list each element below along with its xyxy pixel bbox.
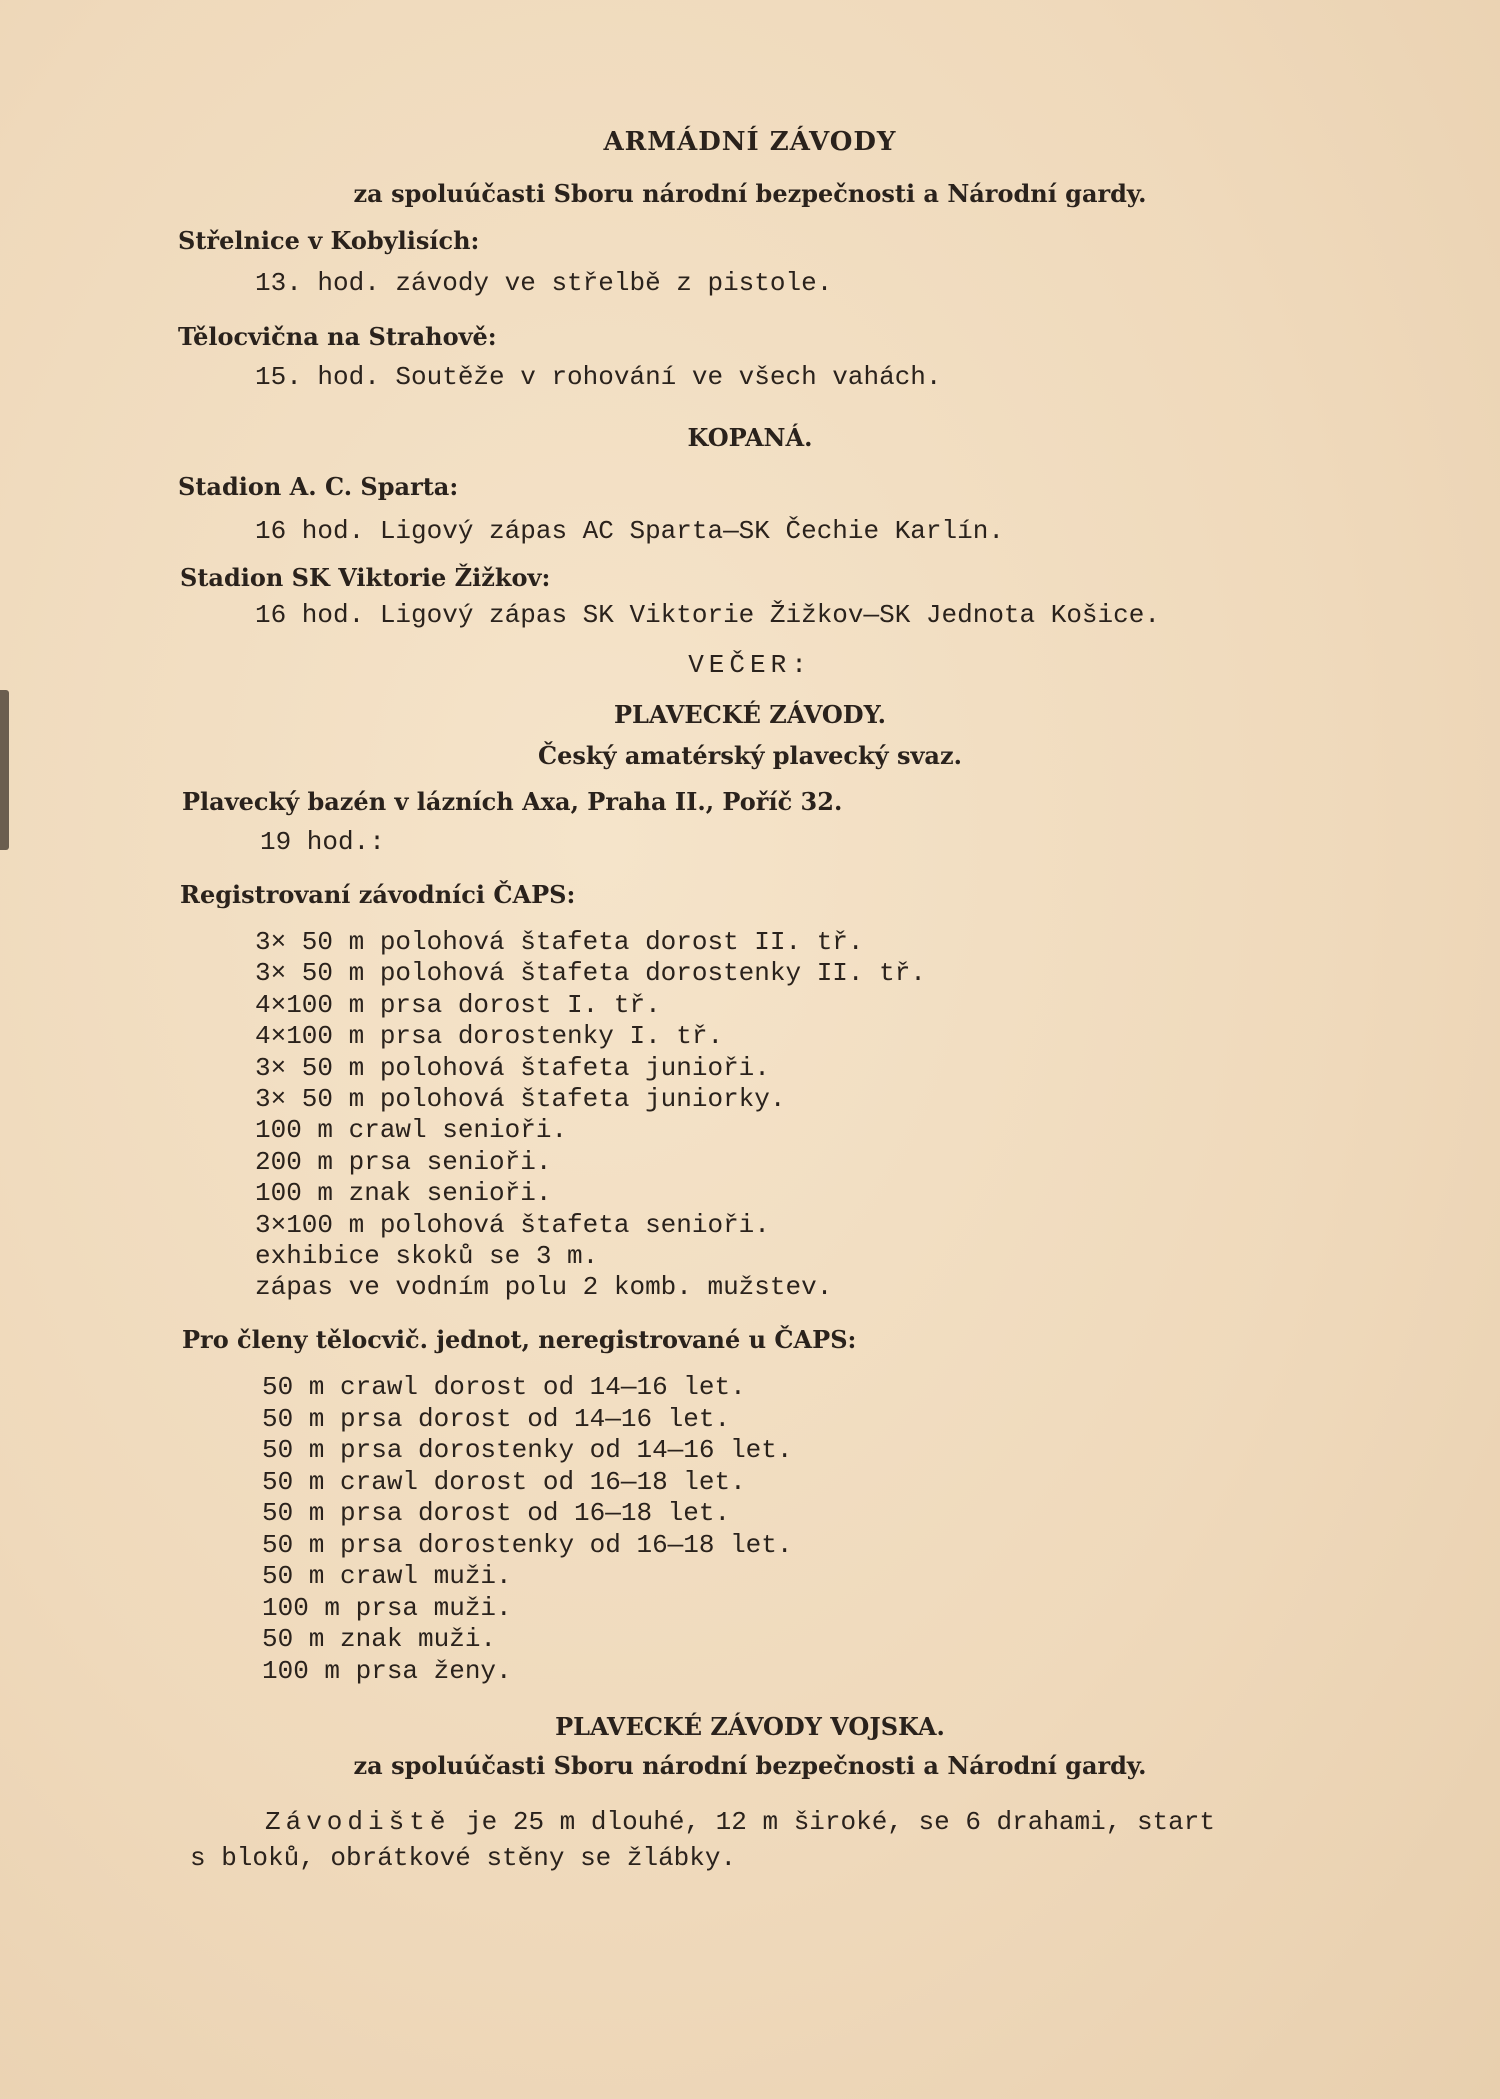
army-swim-title: PLAVECKÉ ZÁVODY VOJSKA. [555,1712,945,1741]
army-venue-shooting: Střelnice v Kobylisích: [178,226,480,255]
event-item: 50 m prsa dorost od 14—16 let. [262,1403,731,1434]
event-item: 50 m crawl dorost od 14—16 let. [262,1372,746,1402]
event-item: 50 m crawl dorost od 16—18 let. [262,1466,746,1497]
venue-label: Závodiště [265,1807,451,1837]
army-swim-subtitle: za spoluúčasti Sboru národní bezpečnosti a Národní gardy. [353,1751,1147,1780]
nonregistered-heading: Pro členy tělocvič. jednot, neregistrované u ČAPS: [182,1325,857,1354]
army-title: ARMÁDNÍ ZÁVODY [603,127,897,157]
army-event-boxing: 15. hod. Soutěže v rohování ve všech vahách. [255,362,942,392]
event-item: 50 m znak muži. [262,1624,497,1654]
football-title: KOPANÁ. [687,423,813,452]
event-item: 50 m crawl muži. [262,1561,512,1591]
football-match-sparta: 16 hod. Ligový zápas AC Sparta—SK Čechie Karlín. [255,516,1004,546]
event-item: 100 m znak senioři. [255,1178,552,1209]
evening-organizer: Český amatérský plavecký svaz. [538,741,962,770]
football-venue-viktorie: Stadion SK Viktorie Žižkov: [180,563,551,592]
evening-time: 19 hod.: [260,827,385,857]
football-match-viktorie: 16 hod. Ligový zápas SK Viktorie Žižkov—SK Jednota Košice. [255,600,1160,630]
registered-heading: Registrovaní závodníci ČAPS: [180,880,576,909]
army-event-shooting: 13. hod. závody ve střelbě z pistole. [255,268,833,298]
venue-desc-1: je 25 m dlouhé, 12 m široké, se 6 drahami, start [450,1807,1215,1837]
football-venue-sparta: Stadion A. C. Sparta: [178,472,459,501]
event-item: exhibice skoků se 3 m. [255,1241,599,1271]
event-item: zápas ve vodním polu 2 komb. mužstev. [255,1272,833,1303]
event-item: 4×100 m prsa dorost I. tř. [255,989,661,1020]
army-subtitle: za spoluúčasti Sboru národní bezpečnosti a Národní gardy. [353,179,1147,208]
event-item: 200 m prsa senioři. [255,1146,552,1177]
event-item: 3× 50 m polohová štafeta juniorky. [255,1084,786,1114]
event-item: 50 m prsa dorostenky od 16—18 let. [262,1529,793,1560]
event-item: 3× 50 m polohová štafeta dorostenky II. tř. [255,958,926,989]
event-item: 3× 50 m polohová štafeta dorost II. tř. [255,927,864,957]
event-item: 4×100 m prsa dorostenky I. tř. [255,1021,724,1052]
evening-swim-title: PLAVECKÉ ZÁVODY. [613,700,887,729]
event-item: 3× 50 m polohová štafeta junioři. [255,1052,770,1083]
event-item: 100 m prsa ženy. [262,1655,512,1686]
event-item: 3×100 m polohová štafeta senioři. [255,1209,770,1240]
event-item: 50 m prsa dorost od 16—18 let. [262,1498,731,1528]
evening-venue: Plavecký bazén v lázních Axa, Praha II., Poříč 32. [182,787,843,816]
event-item: 100 m crawl senioři. [255,1115,568,1146]
event-item: 50 m prsa dorostenky od 14—16 let. [262,1435,793,1465]
venue-description-line1 [265,1807,1215,1837]
evening-label: VEČER: [688,650,812,680]
venue-description-line2: s bloků, obrátkové stěny se žlábky. [190,1843,737,1873]
event-item: 100 m prsa muži. [262,1592,512,1623]
army-venue-gym: Tělocvična na Strahově: [178,322,497,351]
